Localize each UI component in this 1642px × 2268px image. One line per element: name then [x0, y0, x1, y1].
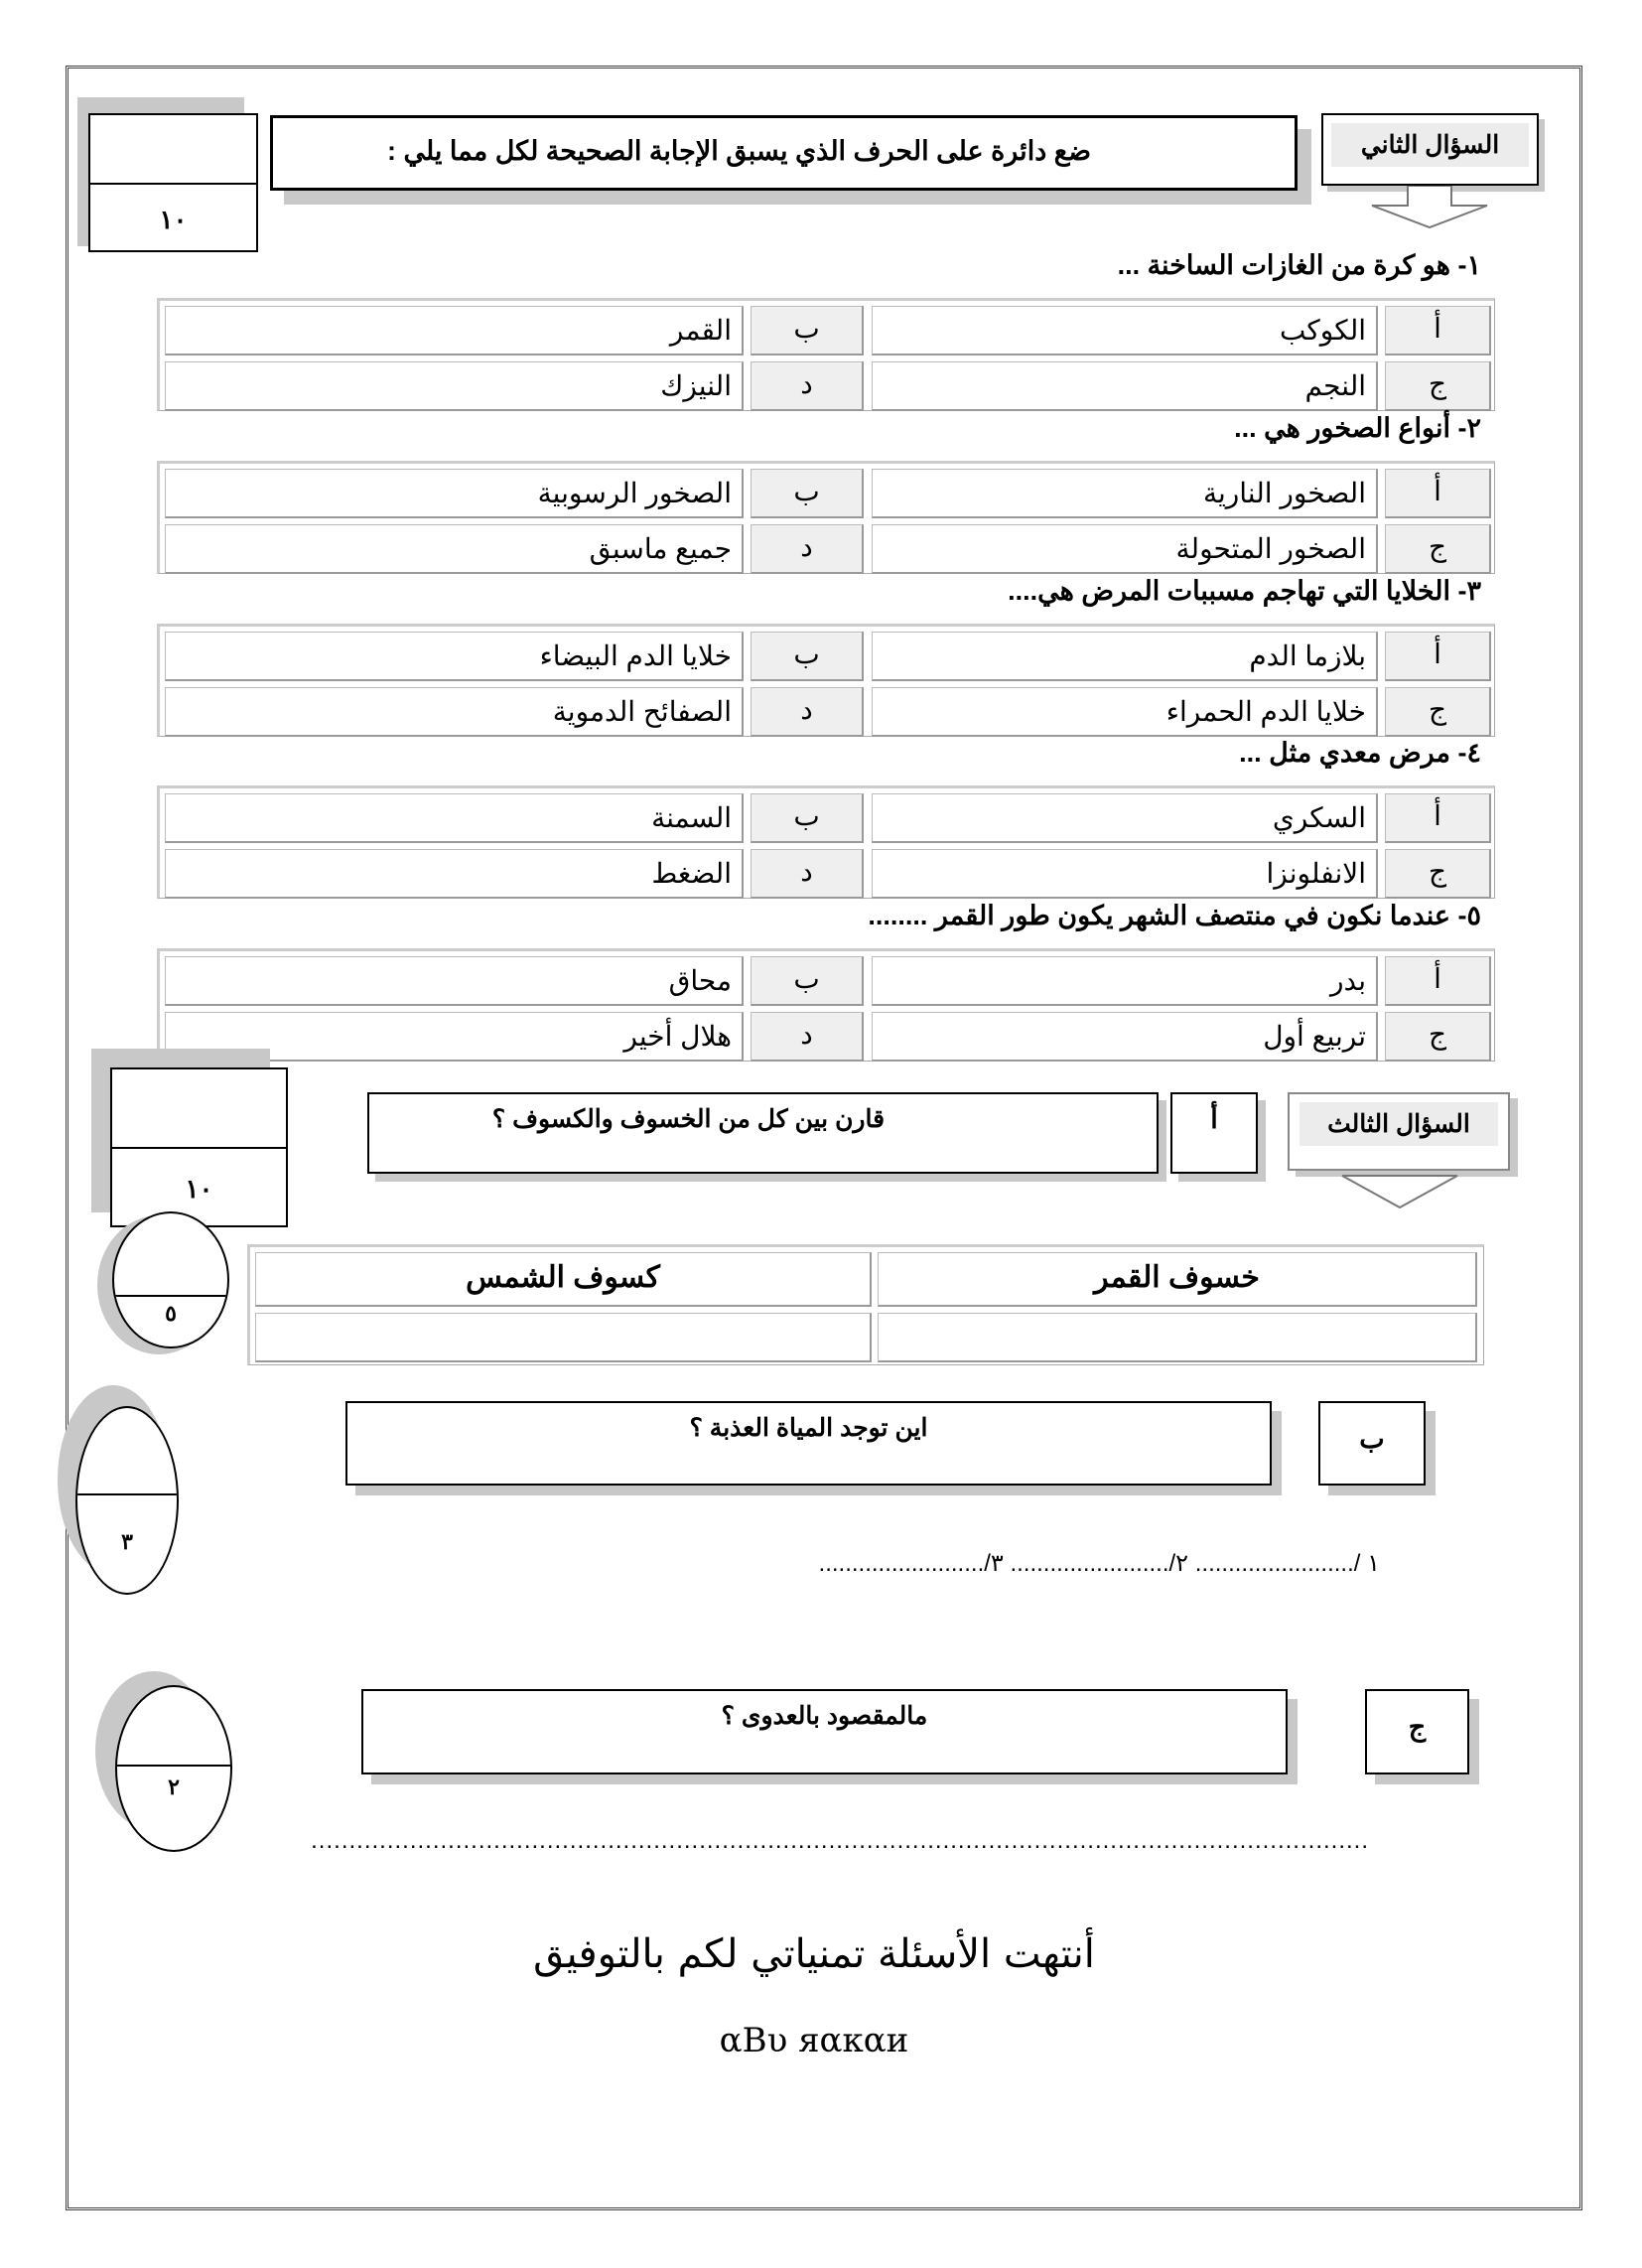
options-table	[157, 298, 1495, 411]
q3b-answer-line[interactable]: ١ /........................ ٢/........................ ٣/.........................	[818, 1550, 1380, 1577]
q3a-score: ٥	[165, 1301, 177, 1326]
q2-instruction: ضع دائرة على الحرف الذي يسبق الإجابة الصحيحة لكل مما يلي :	[386, 136, 1092, 166]
option-text[interactable]: خلايا الدم الحمراء	[872, 687, 1378, 737]
option-letter[interactable]: أ	[1385, 793, 1491, 843]
q3c-score-circle	[115, 1685, 232, 1852]
col-header-solar-eclipse: كسوف الشمس	[255, 1252, 872, 1307]
q3a-box	[367, 1092, 1159, 1174]
option-letter[interactable]: د	[751, 524, 864, 574]
q3c-letter-box	[1365, 1689, 1469, 1774]
score-divider	[112, 1147, 286, 1149]
q2-score: ١٠	[159, 205, 188, 234]
q2-instruction-box	[270, 115, 1298, 191]
q3-label-box	[1288, 1092, 1510, 1171]
option-letter[interactable]: ج	[1385, 361, 1491, 411]
q3-score-box	[110, 1067, 288, 1227]
score-divider	[117, 1765, 230, 1767]
option-letter[interactable]: ب	[751, 306, 864, 355]
q2-score-box	[88, 113, 258, 252]
down-arrow-icon	[1370, 186, 1499, 230]
q3b-score: ٣	[121, 1529, 133, 1554]
option-text[interactable]: بلازما الدم	[872, 632, 1378, 681]
option-text[interactable]: السمنة	[165, 793, 744, 843]
question-title: ١- هو كرة من الغازات الساخنة ...	[1117, 250, 1481, 280]
q3c-answer-line[interactable]: ...........................................................................................................................................	[311, 1827, 1369, 1854]
option-text[interactable]: محاق	[165, 956, 744, 1006]
signature: αBυ яαкαи	[719, 2021, 909, 2060]
option-text[interactable]: بدر	[872, 956, 1378, 1006]
question-title: ٣- الخلايا التي تهاجم مسببات المرض هي....	[1008, 576, 1481, 606]
q3c-letter: ج	[1408, 1712, 1427, 1742]
option-letter[interactable]: د	[751, 849, 864, 899]
answer-cell-solar[interactable]	[255, 1313, 872, 1362]
q3a-text: قارن بين كل من الخسوف والكسوف ؟	[491, 1105, 886, 1133]
score-divider	[90, 183, 256, 185]
q3b-letter: ب	[1359, 1424, 1385, 1454]
option-letter[interactable]: أ	[1385, 632, 1491, 681]
option-letter[interactable]: د	[751, 687, 864, 737]
option-text[interactable]: الصخور المتحولة	[872, 524, 1378, 574]
score-divider	[77, 1493, 177, 1495]
question-title: ٥- عندما نكون في منتصف الشهر يكون طور القمر ........	[868, 901, 1481, 930]
option-text[interactable]: النجم	[872, 361, 1378, 411]
option-letter[interactable]: أ	[1385, 956, 1491, 1006]
option-text[interactable]: النيزك	[165, 361, 744, 411]
option-letter[interactable]: ج	[1385, 524, 1491, 574]
score-divider	[114, 1295, 227, 1297]
question-title: ٢- أنواع الصخور هي ...	[1234, 413, 1481, 443]
q2-label: السؤال الثاني	[1331, 123, 1529, 167]
option-letter[interactable]: ج	[1385, 849, 1491, 899]
options-table	[157, 948, 1495, 1062]
option-letter[interactable]: د	[751, 361, 864, 411]
q2-label-box	[1321, 113, 1539, 186]
col-header-lunar-eclipse: خسوف القمر	[878, 1252, 1477, 1307]
options-table	[157, 461, 1495, 574]
option-text[interactable]: الانفلونزا	[872, 849, 1378, 899]
option-text[interactable]: الضغط	[165, 849, 744, 899]
q3b-letter-box	[1318, 1401, 1426, 1486]
option-letter[interactable]: ب	[751, 632, 864, 681]
question-title: ٤- مرض معدي مثل ...	[1239, 738, 1481, 768]
q3a-letter: أ	[1210, 1104, 1218, 1134]
q3-score: ١٠	[185, 1174, 213, 1204]
option-text[interactable]: تربيع أول	[872, 1012, 1378, 1062]
q3c-text: مالمقصود بالعدوى ؟	[721, 1702, 928, 1730]
option-text[interactable]: القمر	[165, 306, 744, 355]
option-letter[interactable]: أ	[1385, 306, 1491, 355]
q3b-score-circle	[75, 1406, 179, 1595]
q3c-box	[361, 1689, 1288, 1774]
option-letter[interactable]: أ	[1385, 469, 1491, 518]
options-table	[157, 785, 1495, 899]
down-arrow-icon	[1330, 1172, 1469, 1211]
closing-text: أنتهت الأسئلة تمنياتي لكم بالتوفيق	[533, 1931, 1095, 1977]
option-text[interactable]: الكوكب	[872, 306, 1378, 355]
option-letter[interactable]: ج	[1385, 687, 1491, 737]
q3a-letter-box	[1170, 1092, 1258, 1174]
q3a-score-circle	[112, 1211, 229, 1348]
q3-label: السؤال الثالث	[1300, 1102, 1498, 1146]
option-letter[interactable]: ب	[751, 793, 864, 843]
option-text[interactable]: الصخور النارية	[872, 469, 1378, 518]
option-text[interactable]: السكري	[872, 793, 1378, 843]
q3b-text: اين توجد المياة العذبة ؟	[689, 1414, 928, 1442]
option-letter[interactable]: ب	[751, 469, 864, 518]
option-text[interactable]: جميع ماسبق	[165, 524, 744, 574]
compare-table	[247, 1244, 1484, 1365]
option-letter[interactable]: ج	[1385, 1012, 1491, 1062]
option-text[interactable]: الصفائح الدموية	[165, 687, 744, 737]
option-text[interactable]: خلايا الدم البيضاء	[165, 632, 744, 681]
option-letter[interactable]: د	[751, 1012, 864, 1062]
option-letter[interactable]: ب	[751, 956, 864, 1006]
options-table	[157, 624, 1495, 737]
option-text[interactable]: الصخور الرسوبية	[165, 469, 744, 518]
option-text[interactable]: هلال أخير	[165, 1012, 744, 1062]
q3b-box	[345, 1401, 1272, 1486]
answer-cell-lunar[interactable]	[878, 1313, 1477, 1362]
q3c-score: ٢	[168, 1774, 180, 1799]
